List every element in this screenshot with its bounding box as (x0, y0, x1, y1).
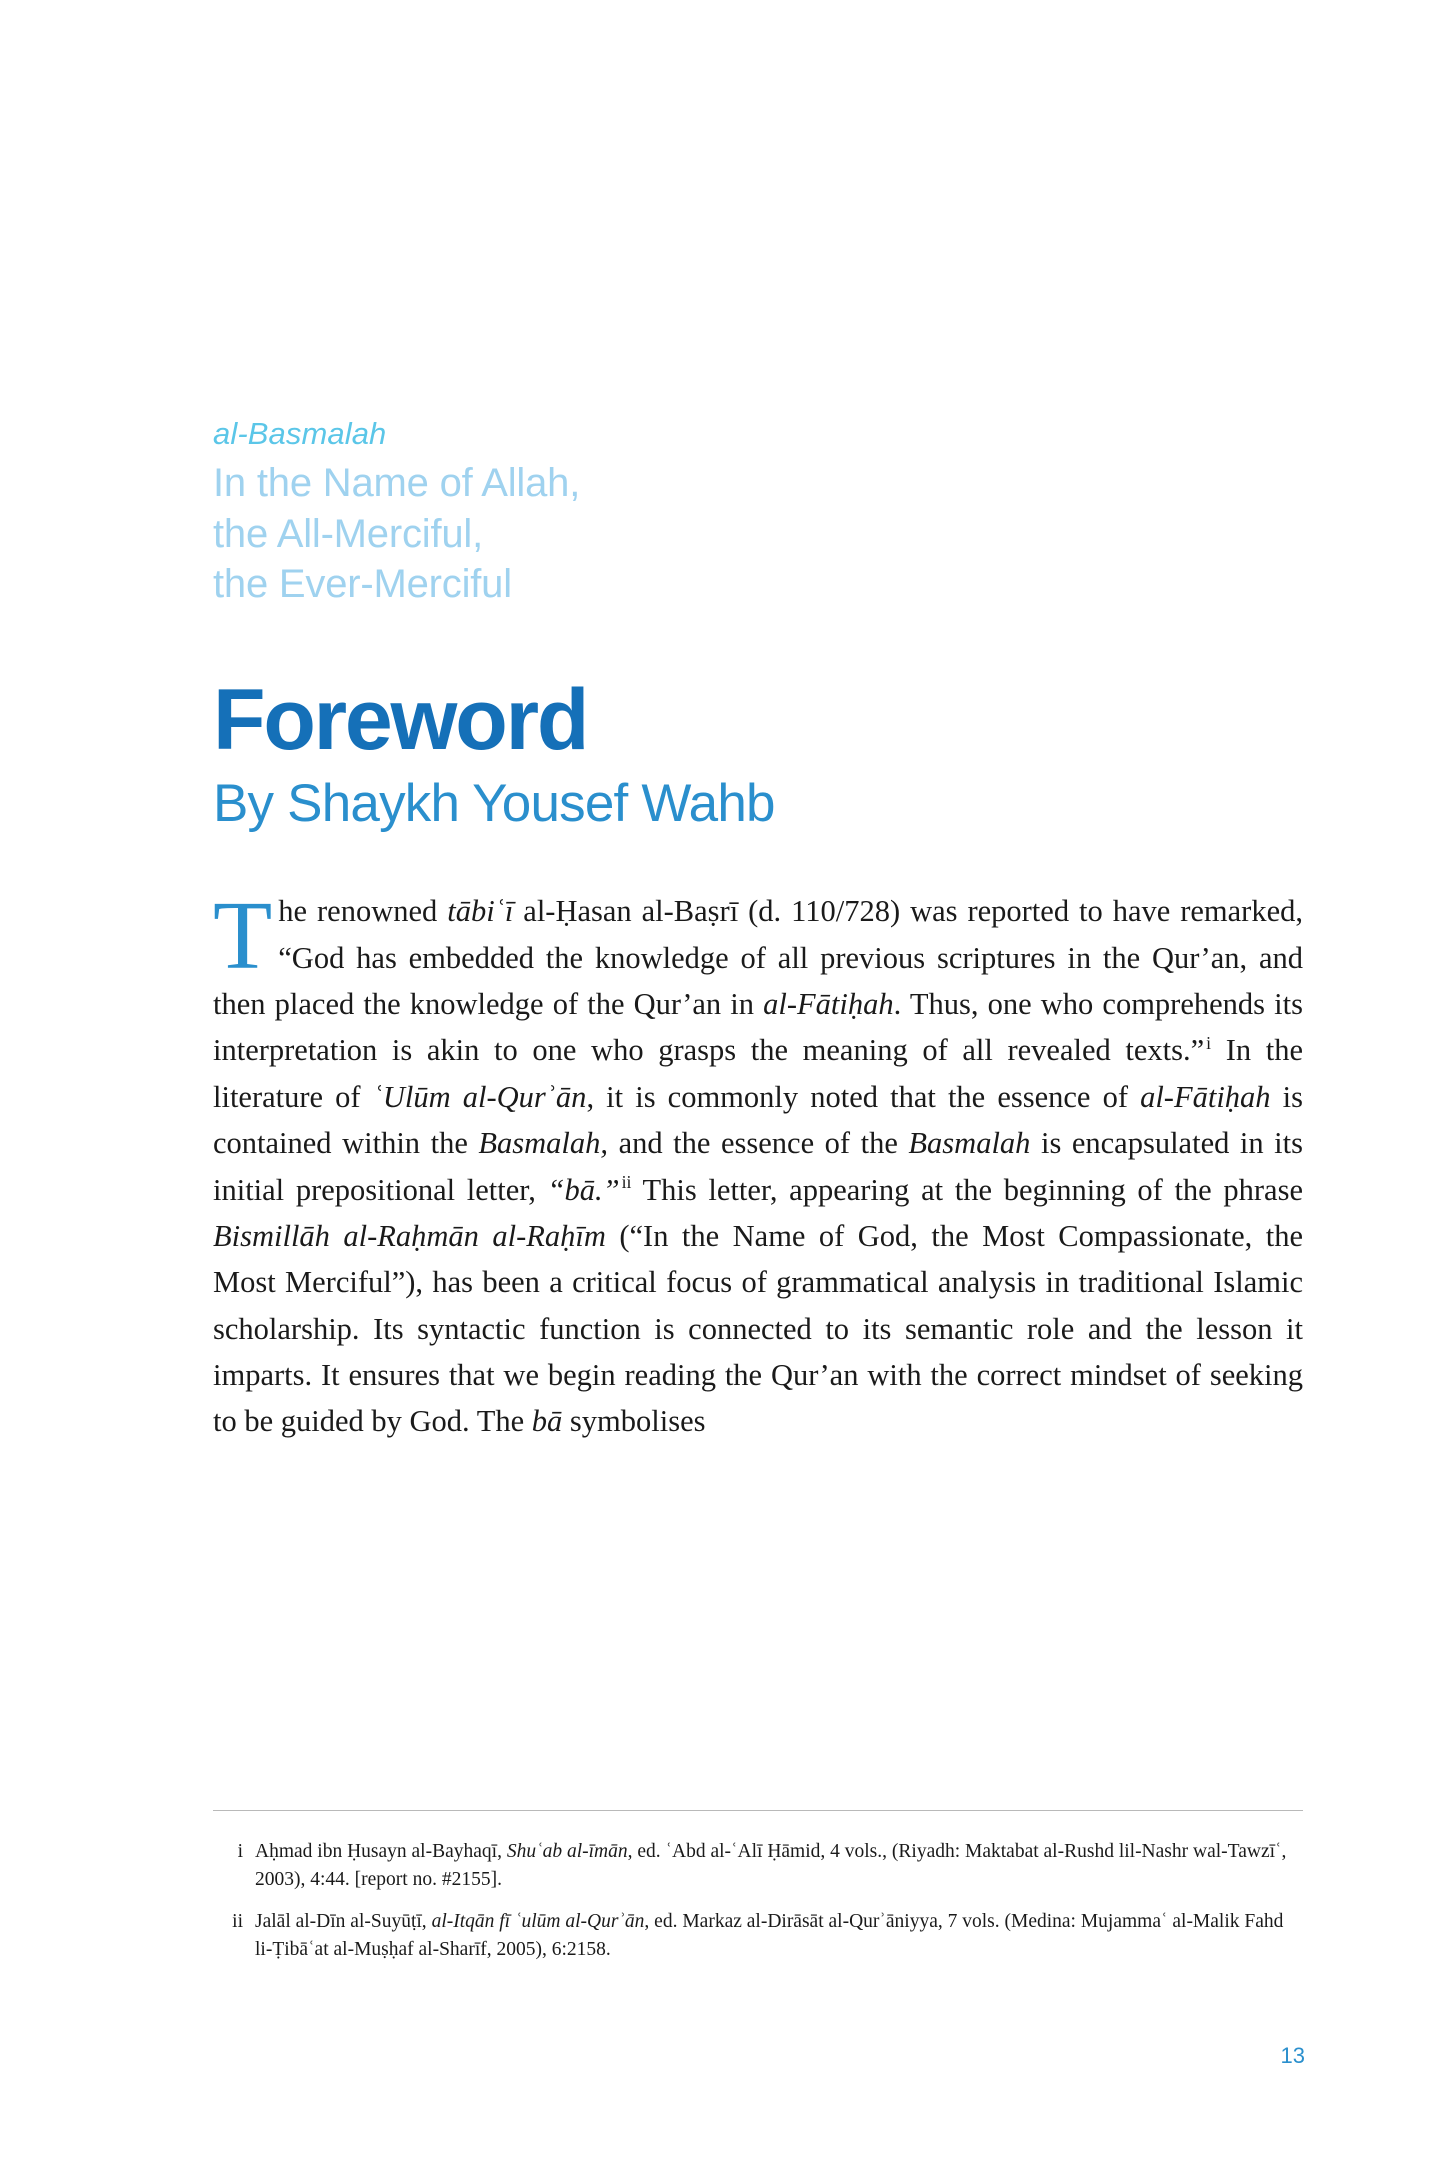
page-content (213, 415, 1303, 1445)
drop-cap: T (213, 882, 273, 990)
page-subtitle: By Shaykh Yousef Wahb (213, 774, 775, 834)
body-paragraph: he renowned tābiʿī al-Ḥasan al-Baṣrī (d. 110/728) was reported to have remarked, “God has embedded the knowledge of all previous scriptures in the Qur’an, and then placed the knowledge of the Qur’an in al-Fātiḥah. Thus, one who comprehends its interpretation is akin to one who grasps the meaning of all revealed texts.” $^i$ In the literature of ʿUlūm al-Qurʾān, it is commonly noted that the essence of al-Fātiḥah is contained within the Basmalah, and the essence of the Basmalah is encapsulated in its initial prepositional letter, “bā.” $^{ii}$ This letter, appearing at the beginning of the phrase Bismillāh al-Raḥmān al-Raḥīm (“In the Name of God, the Most Compassionate, the Most Merciful”), has been a critical focus of grammatical analysis in traditional Islamic scholarship. Its syntactic function is connected to its semantic role and the lesson it imparts. It ensures that we begin reading the Qur’an with the correct mindset of seeking to be guided by God. The bā symbolises (213, 894, 1304, 1439)
footnote-marker: i (237, 1841, 243, 1862)
footnote-text: Jalāl al-Dīn al-Suyūṭī, al-Itqān fī ʿulūm al-Qurʾān, ed. Markaz al-Dirāsāt al-Qurʾāniyya, 7 vols. (Medina: Mujammaʿ al-Malik Fahd li-Ṭibāʿat al-Muṣḥaf al-Sharīf, 2005), 6:2158. (255, 1910, 1284, 1960)
footnote-divider (213, 1810, 1303, 1811)
page-title: Foreword (213, 672, 588, 769)
body-text (213, 882, 1304, 1444)
footnote-item (213, 1908, 1303, 1965)
footnote-marker: ii (232, 1910, 243, 1932)
page-number: 13 (1280, 2043, 1305, 2068)
basmalah-line-3: the Ever-Merciful (213, 561, 512, 606)
footnotes (213, 1838, 1303, 1977)
footnote-item (213, 1838, 1303, 1895)
basmalah-translation (213, 458, 1303, 609)
basmalah-line-1: In the Name of Allah, (213, 461, 581, 506)
title-block (213, 672, 1303, 834)
basmalah-transliteration: al-Basmalah (213, 416, 387, 451)
basmalah-block (213, 415, 1303, 609)
basmalah-line-2: the All-Merciful, (213, 511, 484, 556)
footnote-text: Aḥmad ibn Ḥusayn al-Bayhaqī, Shuʿab al-īmān, ed. ʿAbd al-ʿAlī Ḥāmid, 4 vols., (Riyadh: Maktabat al-Rushd lil-Nashr wal-Tawzīʿ, 2003), 4:44. [report no. #2155]. (255, 1841, 1287, 1891)
